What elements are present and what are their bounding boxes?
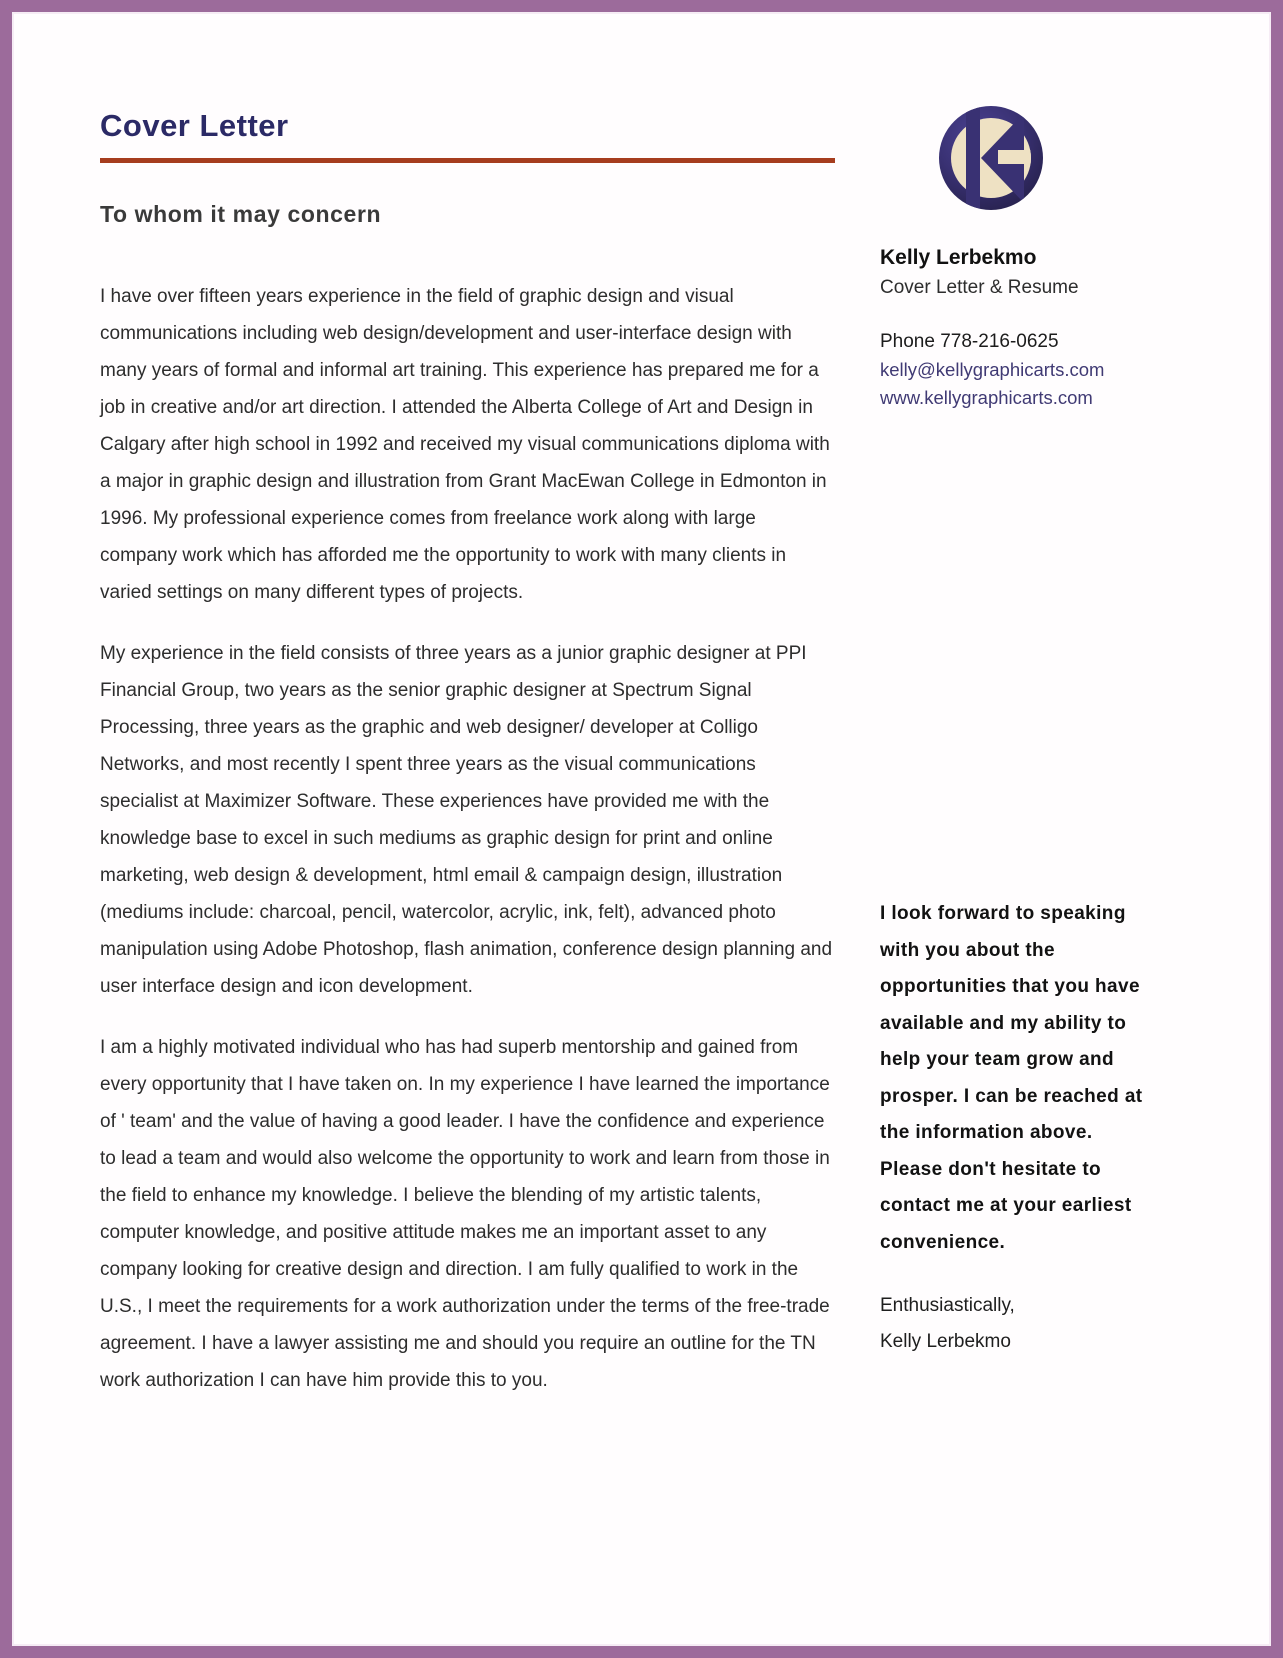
letter-paragraph: My experience in the field consists of three years as a junior graphic designer at PPI Financial Group, two years as the senior graphic designer at Spectrum Signal Processing, three years as the graphic and web designer/ developer at Colligo Networks, and most recently I spent three years as the visual communications specialist at Maximizer Software. These experiences have provided me with the knowledge base to excel in such mediums as graphic design for print and online marketing, web design & development, html email & campaign design, illustration (mediums include: charcoal, pencil, watercolor, acrylic, ink, felt), advanced photo manipulation using Adobe Photoshop, flash animation, conference design planning and user interface design and icon development.	[100, 643, 833, 997]
closing-note-block	[880, 896, 1148, 1360]
signature-name: Kelly Lerbekmo	[880, 1331, 1011, 1352]
contact-name: Kelly Lerbekmo	[880, 246, 1037, 269]
letter-paragraph: I am a highly motivated individual who has had superb mentorship and gained from every opportunity that I have taken on. In my experience I have learned the importance of ' team' and the value of having a good leader. I have the confidence and experience to lead a team and would also welcome the opportunity to work and learn from those in the field to enhance my knowledge. I believe the blending of my artistic talents, computer knowledge, and positive attitude makes me an important asset to any company looking for creative design and direction. I am fully qualified to work in the U.S., I meet the requirements for a work authorization under the terms of the free-trade agreement. I have a lawyer assisting me and should you require an outline for the TN work authorization I can have him provide this to you.	[100, 1037, 830, 1391]
contact-subtitle: Cover Letter & Resume	[880, 277, 1079, 298]
signoff-line: Enthusiastically,	[880, 1295, 1015, 1316]
page-title: Cover Letter	[100, 108, 289, 143]
logo-k-stem	[966, 107, 980, 209]
kg-monogram-logo-icon	[936, 102, 1046, 214]
contact-email-link[interactable]: kelly@kellygraphicarts.com	[880, 359, 1105, 380]
contact-phone: Phone 778-216-0625	[880, 331, 1059, 352]
letter-column	[100, 108, 835, 1423]
contact-website-link[interactable]: www.kellygraphicarts.com	[880, 387, 1093, 408]
salutation-heading: To whom it may concern	[100, 201, 382, 227]
letter-body	[100, 278, 835, 1399]
kg-logo-svg	[936, 102, 1046, 214]
closing-note: I look forward to speaking with you about the opportunities that you have available and my ability to help your team grow and prosper. I can be reached at the information above. Please don't hesitate to contact me at your earliest convenience.	[880, 903, 1143, 1253]
contact-sidebar	[880, 102, 1210, 409]
letter-paragraph: I have over fifteen years experience in the field of graphic design and visual communications including web design/development and user-interface design with many years of formal and informal art training. This experience has prepared me for a job in creative and/or art direction. I attended the Alberta College of Art and Design in Calgary after high school in 1992 and received my visual communications diploma with a major in graphic design and illustration from Grant MacEwan College in Edmonton in 1996. My professional experience comes from freelance work along with large company work which has afforded me the opportunity to work with many clients in varied settings on many different types of projects.	[100, 286, 830, 603]
title-divider	[100, 158, 835, 163]
